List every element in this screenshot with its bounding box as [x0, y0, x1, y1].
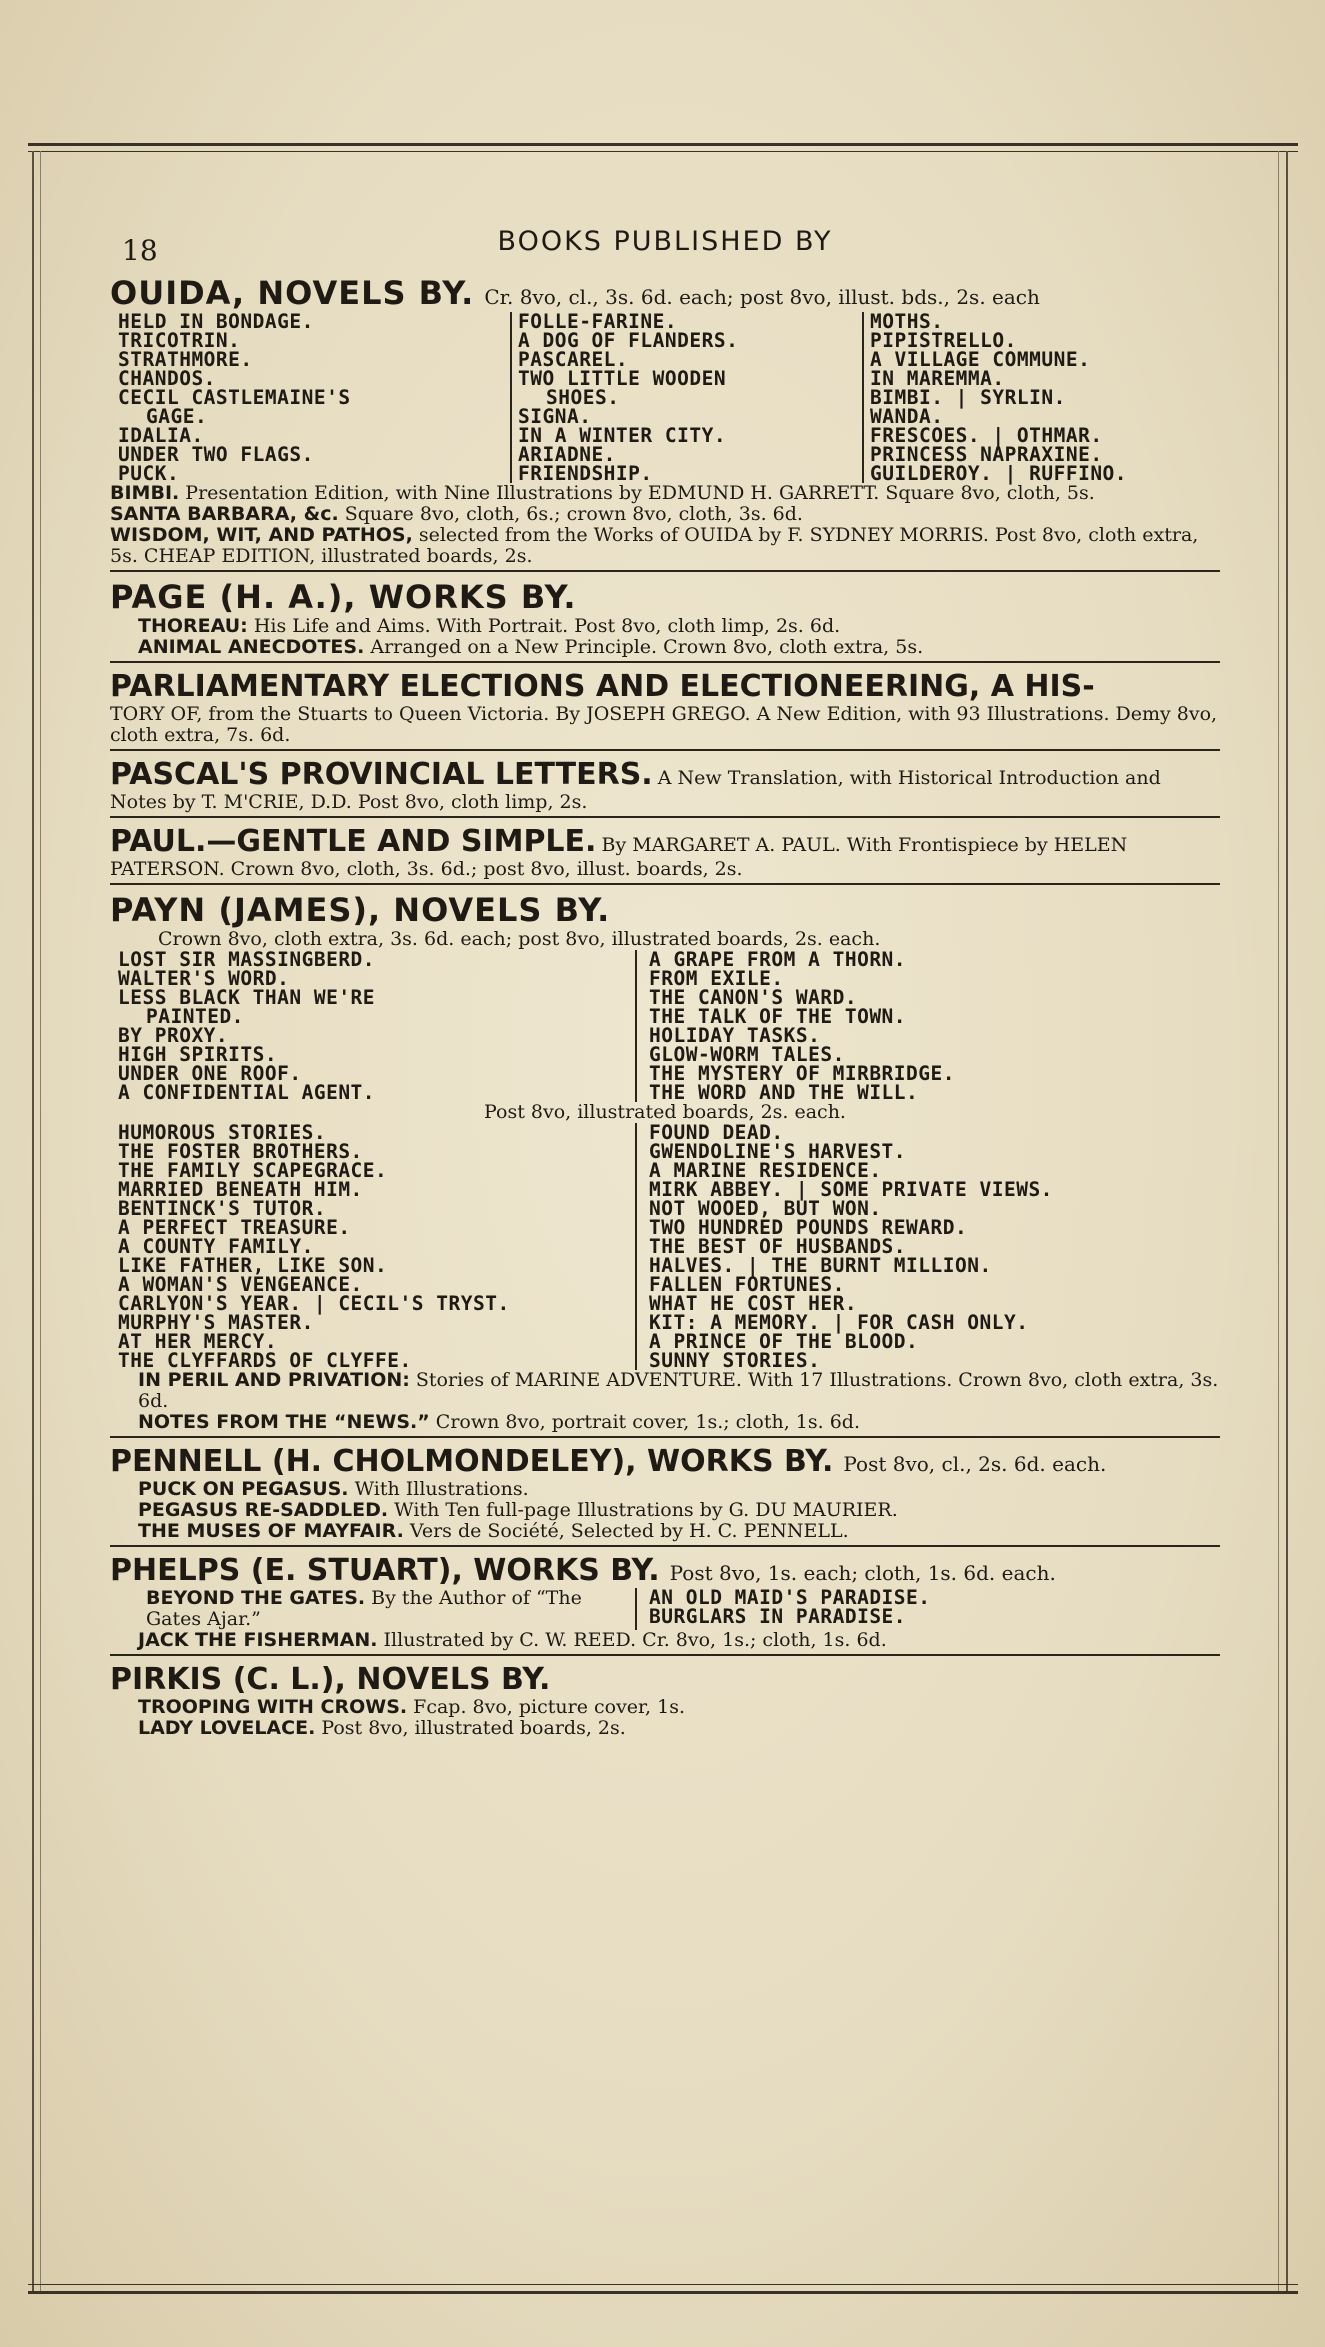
payn-terms-1: Crown 8vo, cloth extra, 3s. 6d. each; post 8vo, illustrated boards, 2s. each.	[158, 928, 881, 950]
title-item: HIGH SPIRITS.	[118, 1043, 278, 1066]
title-item: LESS BLACK THAN WE'RE	[118, 986, 376, 1009]
title-item: WHAT HE COST HER.	[649, 1292, 858, 1315]
entry-text: Square 8vo, cloth, 6s.; crown 8vo, cloth, 3s. 6d.	[344, 503, 803, 525]
title-item: KIT: A MEMORY. | FOR CASH ONLY.	[649, 1311, 1029, 1334]
title-item: BY PROXY.	[118, 1024, 229, 1047]
title-item: PASCAREL.	[518, 348, 629, 371]
parliamentary-heading: PARLIAMENTARY ELECTIONS AND ELECTIONEERING, A HIS-	[110, 669, 1095, 704]
entry-title: TROOPING WITH CROWS.	[138, 1696, 408, 1718]
title-item: FRESCOES. | OTHMAR.	[870, 424, 1103, 447]
ouida-wisdom-entry	[110, 525, 1220, 567]
pascal-text: A New Translation, with Historical Introduction and Notes by T. M'CRIE, D.D. Post 8vo, cloth limp, 2s.	[110, 767, 1161, 813]
entry-text: With Illustrations.	[354, 1478, 529, 1500]
ouida-col-2	[510, 312, 854, 483]
section-parliamentary	[110, 669, 1220, 751]
ouida-santa-entry	[110, 504, 1220, 525]
pennell-terms: Post 8vo, cl., 2s. 6d. each.	[843, 1452, 1107, 1476]
page-content	[110, 222, 1220, 1739]
beyond-entry	[146, 1588, 623, 1630]
pascal-heading: PASCAL'S PROVINCIAL LETTERS.	[110, 757, 653, 792]
title-item: THE CLYFFARDS OF CLYFFE.	[118, 1349, 412, 1372]
lady-lovelace-entry	[138, 1718, 1220, 1739]
title-item: HALVES. | THE BURNT MILLION.	[649, 1254, 992, 1277]
top-rule	[28, 143, 1298, 146]
payn-col-1	[118, 950, 623, 1102]
entry-title: LADY LOVELACE.	[138, 1717, 316, 1739]
title-item: GUILDEROY. | RUFFINO.	[870, 462, 1128, 485]
parliamentary-text: TORY OF, from the Stuarts to Queen Victoria. By JOSEPH GREGO. A New Edition, with 93 Illustrations. Demy 8vo, cloth extra, 7s. 6d.	[110, 703, 1218, 746]
title-item: TWO LITTLE WOODEN	[518, 367, 727, 390]
section-payn	[110, 891, 1220, 1438]
running-head: BOOKS PUBLISHED BY	[497, 226, 833, 257]
entry-text: Illustrated by C. W. REED. Cr. 8vo, 1s.; cloth, 1s. 6d.	[383, 1629, 887, 1651]
title-item: TRICOTRIN.	[118, 329, 241, 352]
trooping-entry	[138, 1697, 1220, 1718]
title-item: BENTINCK'S TUTOR.	[118, 1197, 327, 1220]
entry-title: PUCK ON PEGASUS.	[138, 1478, 349, 1500]
entry-text: Stories of MARINE ADVENTURE. With 17 Illustrations. Crown 8vo, cloth extra, 3s. 6d.	[138, 1369, 1219, 1412]
title-item: A MARINE RESIDENCE.	[649, 1159, 882, 1182]
page-number: 18	[122, 234, 158, 267]
title-item: THE FOSTER BROTHERS.	[118, 1140, 363, 1163]
thoreau-entry	[138, 616, 1220, 637]
entry-title: ANIMAL ANECDOTES.	[138, 636, 365, 658]
section-phelps	[110, 1553, 1220, 1656]
title-item: SUNNY STORIES.	[649, 1349, 821, 1372]
ouida-bimbi-entry	[110, 483, 1220, 504]
title-item: A COUNTY FAMILY.	[118, 1235, 314, 1258]
title-item: NOT WOOED, BUT WON.	[649, 1197, 882, 1220]
title-item: A DOG OF FLANDERS.	[518, 329, 739, 352]
title-item: ARIADNE.	[518, 443, 616, 466]
title-item: STRATHMORE.	[118, 348, 253, 371]
entry-title: SANTA BARBARA, &c.	[110, 503, 339, 525]
title-item: THE CANON'S WARD.	[649, 986, 858, 1009]
entry-title: PEGASUS RE-SADDLED.	[138, 1499, 389, 1521]
right-border-inner	[1278, 151, 1279, 2291]
entry-text: His Life and Aims. With Portrait. Post 8vo, cloth limp, 2s. 6d.	[253, 615, 841, 637]
left-border-inner	[40, 151, 41, 2291]
payn-columns-1	[118, 950, 1220, 1102]
title-item: MIRK ABBEY. | SOME PRIVATE VIEWS.	[649, 1178, 1053, 1201]
title-item: THE WORD AND THE WILL.	[649, 1081, 919, 1104]
title-item: A PERFECT TREASURE.	[118, 1216, 351, 1239]
entry-text: Crown 8vo, portrait cover, 1s.; cloth, 1s. 6d.	[435, 1411, 860, 1433]
title-item: GWENDOLINE'S HARVEST.	[649, 1140, 907, 1163]
payn-peril-entry	[138, 1370, 1220, 1412]
payn-columns-2	[118, 1123, 1220, 1370]
title-item: UNDER ONE ROOF.	[118, 1062, 302, 1085]
title-item: FALLEN FORTUNES.	[649, 1273, 845, 1296]
title-item: CARLYON'S YEAR. | CECIL'S TRYST.	[118, 1292, 510, 1315]
entry-text: Fcap. 8vo, picture cover, 1s.	[413, 1696, 686, 1718]
bottom-rule-thin	[28, 2284, 1298, 2285]
title-item: GAGE.	[146, 405, 208, 428]
title-item: AT HER MERCY.	[118, 1330, 278, 1353]
title-item: BIMBI. | SYRLIN.	[870, 386, 1066, 409]
phelps-terms: Post 8vo, 1s. each; cloth, 1s. 6d. each.	[669, 1561, 1056, 1585]
entry-text: By the Author of “The Gates Ajar.”	[146, 1587, 582, 1630]
title-item: THE FAMILY SCAPEGRACE.	[118, 1159, 388, 1182]
muses-entry	[138, 1521, 1220, 1542]
title-item: CHANDOS.	[118, 367, 216, 390]
title-item: A VILLAGE COMMUNE.	[870, 348, 1091, 371]
title-item: THE MYSTERY OF MIRBRIDGE.	[649, 1062, 955, 1085]
title-item: PAINTED.	[146, 1005, 244, 1028]
title-item: WANDA.	[870, 405, 944, 428]
ouida-terms: Cr. 8vo, cl., 3s. 6d. each; post 8vo, illust. bds., 2s. each	[484, 285, 1040, 309]
section-page-ha	[110, 578, 1220, 663]
title-item: SIGNA.	[518, 405, 592, 428]
entry-text: Post 8vo, illustrated boards, 2s.	[321, 1717, 626, 1739]
phelps-columns	[118, 1588, 1220, 1630]
phelps-right-col	[635, 1588, 1155, 1630]
title-item: HUMOROUS STORIES.	[118, 1121, 327, 1144]
entry-text: Presentation Edition, with Nine Illustrations by EDMUND H. GARRETT. Square 8vo, cloth, 5s.	[185, 482, 1095, 504]
title-item: MURPHY'S MASTER.	[118, 1311, 314, 1334]
entry-text: Vers de Société, Selected by H. C. PENNELL.	[409, 1520, 849, 1542]
title-item: IN MAREMMA.	[870, 367, 1005, 390]
title-item: A GRAPE FROM A THORN.	[649, 948, 907, 971]
title-item: IN A WINTER CITY.	[518, 424, 727, 447]
title-item: UNDER TWO FLAGS.	[118, 443, 314, 466]
title-item: MARRIED BENEATH HIM.	[118, 1178, 363, 1201]
title-item: HOLIDAY TASKS.	[649, 1024, 821, 1047]
page-header	[110, 222, 1220, 274]
section-pascal	[110, 757, 1220, 818]
ouida-heading: OUIDA, NOVELS BY.	[110, 274, 475, 312]
left-border	[32, 151, 34, 2291]
entry-text: With Ten full-page Illustrations by G. DU MAURIER.	[394, 1499, 898, 1521]
title-item: PUCK.	[118, 462, 180, 485]
section-paul	[110, 824, 1220, 885]
title-item: PRINCESS NAPRAXINE.	[870, 443, 1103, 466]
entry-title: THE MUSES OF MAYFAIR.	[138, 1520, 404, 1542]
title-item: LOST SIR MASSINGBERD.	[118, 948, 376, 971]
title-item: FOLLE-FARINE.	[518, 310, 678, 333]
pennell-heading: PENNELL (H. CHOLMONDELEY), WORKS BY.	[110, 1444, 834, 1479]
ouida-col-1	[118, 312, 502, 483]
title-item: MOTHS.	[870, 310, 944, 333]
title-item: A WOMAN'S VENGEANCE.	[118, 1273, 363, 1296]
page-ha-heading: PAGE (H. A.), WORKS BY.	[110, 578, 577, 616]
title-item: A CONFIDENTIAL AGENT.	[118, 1081, 376, 1104]
title-item: THE TALK OF THE TOWN.	[649, 1005, 907, 1028]
title-item: BURGLARS IN PARADISE.	[649, 1605, 907, 1628]
title-item: HELD IN BONDAGE.	[118, 310, 314, 333]
title-item: PIPISTRELLO.	[870, 329, 1017, 352]
entry-text: Arranged on a New Principle. Crown 8vo, cloth extra, 5s.	[370, 636, 924, 658]
jack-entry	[138, 1630, 1220, 1651]
entry-title: WISDOM, WIT, AND PATHOS,	[110, 524, 413, 546]
title-item: THE BEST OF HUSBANDS.	[649, 1235, 907, 1258]
title-item: TWO HUNDRED POUNDS REWARD.	[649, 1216, 968, 1239]
section-pirkis	[110, 1662, 1220, 1739]
title-item: GLOW-WORM TALES.	[649, 1043, 845, 1066]
entry-text: selected from the Works of OUIDA by F. SYDNEY MORRIS. Post 8vo, cloth extra, 5s. CHEAP EDITION, illustrated boards, 2s.	[110, 524, 1199, 567]
payn-col-3	[118, 1123, 623, 1370]
title-item: A PRINCE OF THE BLOOD.	[649, 1330, 919, 1353]
title-item: SHOES.	[546, 386, 620, 409]
section-ouida	[110, 274, 1220, 572]
title-item: WALTER'S WORD.	[118, 967, 290, 990]
pegasus-entry	[138, 1500, 1220, 1521]
payn-heading: PAYN (JAMES), NOVELS BY.	[110, 891, 611, 929]
entry-title: BEYOND THE GATES.	[146, 1587, 366, 1609]
payn-notes-entry	[138, 1412, 1220, 1433]
payn-col-4	[635, 1123, 1155, 1370]
phelps-heading: PHELPS (E. STUART), WORKS BY.	[110, 1553, 660, 1588]
payn-col-2	[635, 950, 1155, 1102]
title-item: FRIENDSHIP.	[518, 462, 653, 485]
paul-text: By MARGARET A. PAUL. With Frontispiece by HELEN PATERSON. Crown 8vo, cloth, 3s. 6d.; post 8vo, illust. boards, 2s.	[110, 834, 1128, 880]
animal-anecdotes-entry	[138, 637, 1220, 658]
title-item: LIKE FATHER, LIKE SON.	[118, 1254, 388, 1277]
entry-title: NOTES FROM THE “NEWS.”	[138, 1411, 430, 1433]
paul-heading: PAUL.—GENTLE AND SIMPLE.	[110, 824, 597, 859]
entry-title: JACK THE FISHERMAN.	[138, 1629, 378, 1651]
payn-terms-2: Post 8vo, illustrated boards, 2s. each.	[484, 1101, 846, 1123]
entry-title: BIMBI.	[110, 482, 180, 504]
title-item: AN OLD MAID'S PARADISE.	[649, 1586, 931, 1609]
title-item: CECIL CASTLEMAINE'S	[118, 386, 351, 409]
entry-title: IN PERIL AND PRIVATION:	[138, 1369, 410, 1391]
section-pennell	[110, 1444, 1220, 1547]
entry-title: THOREAU:	[138, 615, 248, 637]
bottom-rule	[28, 2291, 1298, 2294]
puck-entry	[138, 1479, 1220, 1500]
pirkis-heading: PIRKIS (C. L.), NOVELS BY.	[110, 1662, 551, 1697]
ouida-col-3	[862, 312, 1212, 483]
top-rule-thin	[28, 151, 1298, 152]
title-item: IDALIA.	[118, 424, 204, 447]
ouida-title-columns	[118, 312, 1220, 483]
title-item: FROM EXILE.	[649, 967, 784, 990]
right-border	[1286, 151, 1288, 2291]
title-item: FOUND DEAD.	[649, 1121, 784, 1144]
